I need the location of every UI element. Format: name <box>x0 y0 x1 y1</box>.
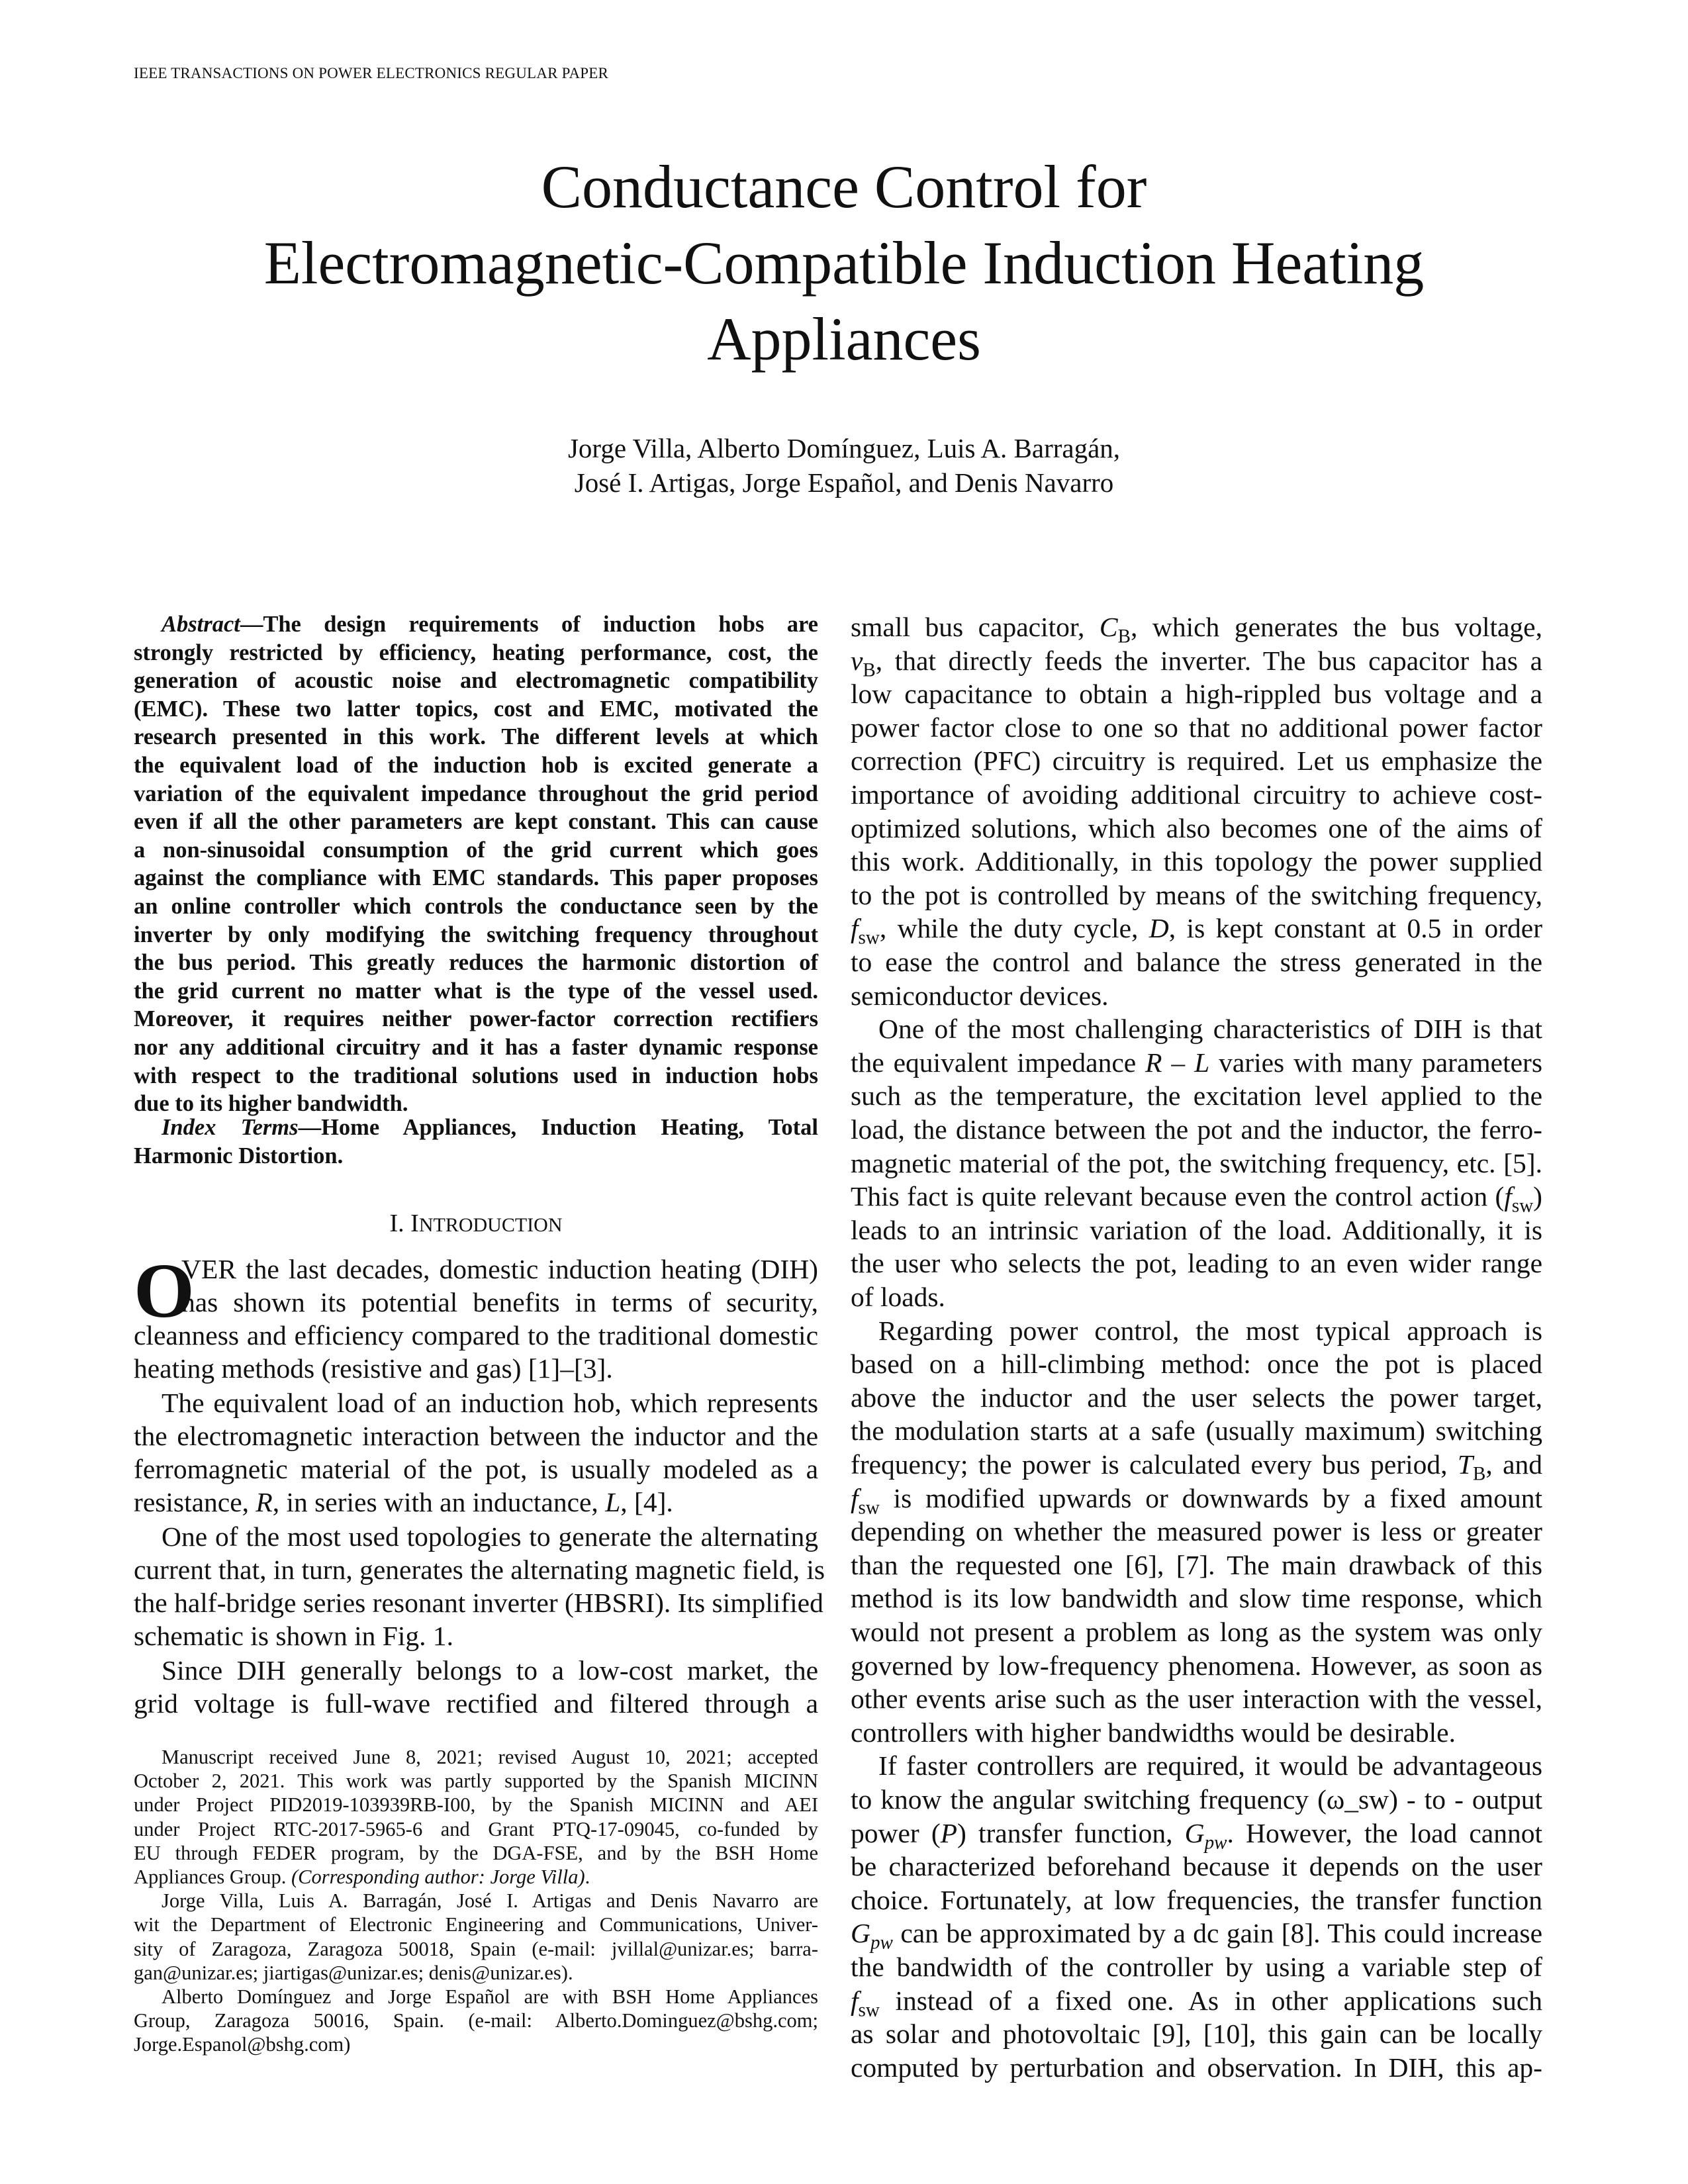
right-column-line: One of the most challenging characteristics of DIH is that <box>878 1014 1542 1045</box>
section-number: I. <box>389 1210 404 1237</box>
intro-line: ferromagnetic material of the pot, is usually modeled as a <box>134 1454 818 1484</box>
right-column-line: the modulation starts at a safe (usually maximum) switching <box>851 1415 1542 1447</box>
footnote-line: Jorge.Espanol@bshg.com) <box>134 2033 351 2056</box>
corresponding-author: (Corresponding author: Jorge Villa) <box>291 1866 585 1888</box>
right-column-line: to the pot is controlled by means of the switching frequency, <box>851 879 1542 910</box>
author-line: José I. Artigas, Jorge Español, and Denis Navarro <box>574 467 1114 498</box>
abstract-line: even if all the other parameters are kept constant. This can cause <box>134 809 818 835</box>
intro-line: Since DIH generally belongs to a low-cost market, the <box>162 1655 818 1685</box>
intro-line: VER the last decades, domestic induction heating (DIH) <box>181 1254 818 1284</box>
right-column-line: choice. Fortunately, at low frequencies, the transfer function <box>851 1884 1542 1915</box>
right-column-line: method is its low bandwidth and slow time response, which <box>851 1583 1542 1614</box>
right-column-line: small bus capacitor, $C_B$, which generates the bus voltage, <box>851 612 1542 647</box>
abstract-line: nor any additional circuitry and it has a faster dynamic response <box>134 1035 818 1060</box>
right-column-line: frequency; the power is calculated every bus period, $T_B$, and <box>851 1449 1542 1485</box>
abstract-line: research presented in this work. The different levels at which <box>134 724 818 750</box>
right-column-line: $v_B$, that directly feeds the inverter. The bus capacitor has a <box>851 645 1542 681</box>
right-column-line: power (P) transfer function, $G_{pw}$. However, the load cannot <box>851 1817 1542 1853</box>
footnote-line: Jorge Villa, Luis A. Barragán, José I. Artigas and Denis Navarro are <box>162 1889 818 1913</box>
footnote-line: gan@unizar.es; jiartigas@unizar.es; denis@unizar.es). <box>134 1961 573 1984</box>
right-column-line: such as the temperature, the excitation level applied to the <box>851 1080 1542 1112</box>
footnote-line: wit the Department of Electronic Engineering and Communications, Univer- <box>134 1913 818 1936</box>
right-column-line: Regarding power control, the most typical approach is <box>878 1315 1542 1346</box>
right-column-line: power factor close to one so that no additional power factor <box>851 712 1542 743</box>
right-column-line: above the inductor and the user selects the power target, <box>851 1382 1542 1413</box>
right-column-line: the bandwidth of the controller by using a variable step of <box>851 1952 1542 1982</box>
abstract-label: Abstract <box>162 612 240 637</box>
right-column-line: leads to an intrinsic variation of the load. Additionally, it is <box>851 1214 1542 1245</box>
intro-line: current that, in turn, generates the alternating magnetic field, is <box>134 1554 825 1585</box>
title-line: Electromagnetic-Compatible Induction Heating <box>263 229 1425 297</box>
intro-line: the electromagnetic interaction between the inductor and the <box>134 1421 818 1451</box>
abstract-line: inverter by only modifying the switching frequency throughout <box>134 922 818 947</box>
right-column-line: to ease the control and balance the stress generated in the <box>851 947 1542 977</box>
abstract-line: variation of the equivalent impedance throughout the grid period <box>134 781 818 806</box>
footnote-line: under Project RTC-2017-5965-6 and Grant PTQ-17-09045, co-funded by <box>134 1817 818 1840</box>
right-column-line: to know the angular switching frequency (ω_sw) - to - output <box>851 1784 1542 1815</box>
abstract-line: an online controller which controls the conductance seen by the <box>134 894 818 919</box>
section-title: INTRODUCTION <box>410 1210 563 1237</box>
right-column-line: low capacitance to obtain a high-rippled bus voltage and a <box>851 679 1542 710</box>
right-column-line: importance of avoiding additional circuitry to achieve cost- <box>851 779 1542 810</box>
right-column-line: other events arise such as the user interaction with the vessel, <box>851 1684 1542 1715</box>
abstract-line: the equivalent load of the induction hob is excited generate a <box>134 753 818 778</box>
right-column-line: This fact is quite relevant because even the control action $(f_{sw})$ <box>851 1181 1542 1217</box>
intro-line: grid voltage is full-wave rectified and filtered through a <box>134 1688 818 1719</box>
intro-line: The equivalent load of an induction hob, which represents <box>162 1388 818 1418</box>
right-column-line: $f_{sw}$ instead of a fixed one. As in other applications such <box>851 1985 1542 2020</box>
abstract-line: against the compliance with EMC standards. This paper proposes <box>134 865 818 891</box>
abstract-line: generation of acoustic noise and electromagnetic compatibility <box>134 668 818 694</box>
abstract-line: strongly restricted by efficiency, heating performance, cost, the <box>134 640 818 665</box>
intro-line: the half-bridge series resonant inverter (HBSRI). Its simplified <box>134 1588 823 1618</box>
title-line: Conductance Control for <box>541 153 1147 220</box>
right-column-line: be characterized beforehand because it depends on the user <box>851 1851 1542 1882</box>
footnote-line: EU through FEDER program, by the DGA-FSE, and by the BSH Home <box>134 1841 818 1864</box>
right-column-line: depending on whether the measured power is less or greater <box>851 1516 1542 1547</box>
intro-line: One of the most used topologies to generate the alternating <box>162 1521 818 1552</box>
right-column-line: $G_{pw}$ can be approximated by a dc gain [8]. This could increase <box>851 1918 1542 1954</box>
right-column-line: If faster controllers are required, it would be advantageous <box>878 1750 1542 1781</box>
right-column-line: computed by perturbation and observation. In DIH, this ap- <box>851 2052 1542 2083</box>
abstract-line: due to its higher bandwidth. <box>134 1091 408 1117</box>
right-column-line: $f_{sw}$, while the duty cycle, D, is kept constant at 0.5 in order <box>851 913 1543 949</box>
index-terms-label: Index Terms <box>162 1115 299 1140</box>
right-column-line: the equivalent impedance R – L varies with many parameters <box>851 1047 1542 1078</box>
footnote-line: Alberto Domínguez and Jorge Español are with BSH Home Appliances <box>162 1985 818 2008</box>
intro-line: has shown its potential benefits in terms of security, <box>181 1287 818 1317</box>
footnote-line: sity of Zaragoza, Zaragoza 50018, Spain (e-mail: jvillal@unizar.es; barra- <box>134 1937 818 1960</box>
right-column-line: optimized solutions, which also becomes one of the aims of <box>851 812 1542 843</box>
right-column-line: governed by low-frequency phenomena. However, as soon as <box>851 1650 1542 1681</box>
footnote-line: under Project PID2019-103939RB-I00, by the Spanish MICINN and AEI <box>134 1793 818 1817</box>
intro-line: cleanness and efficiency compared to the traditional domestic <box>134 1320 818 1351</box>
right-column-line: based on a hill-climbing method: once the pot is placed <box>851 1349 1542 1380</box>
right-column-line: correction (PFC) circuitry is required. Let us emphasize the <box>851 745 1542 777</box>
abstract-line: Moreover, it requires neither power-factor correction rectifiers <box>134 1006 818 1032</box>
title-line: Appliances <box>707 305 981 373</box>
footnote-line: Manuscript received June 8, 2021; revised August 10, 2021; accepted <box>162 1746 818 1768</box>
intro-line: schematic is shown in Fig. 1. <box>134 1621 453 1651</box>
right-column-line: controllers with higher bandwidths would be desirable. <box>851 1717 1456 1748</box>
abstract-line: (EMC). These two latter topics, cost and EMC, motivated the <box>134 696 818 722</box>
right-column-line: semiconductor devices. <box>851 980 1109 1011</box>
right-column-line: magnetic material of the pot, the switching frequency, etc. [5]. <box>851 1147 1542 1178</box>
right-column-line: load, the distance between the pot and the inductor, the ferro- <box>851 1114 1542 1145</box>
right-column-line: the user who selects the pot, leading to an even wider range <box>851 1248 1542 1279</box>
footnote-line: Group, Zaragoza 50016, Spain. (e-mail: Alberto.Dominguez@bshg.com; <box>134 2009 818 2032</box>
abstract-line: a non-sinusoidal consumption of the grid current which goes <box>134 837 818 863</box>
abstract-line: with respect to the traditional solutions used in induction hobs <box>134 1063 818 1088</box>
intro-line: resistance, R, in series with an inductance, L, [4]. <box>134 1487 673 1517</box>
right-column-line: $f_{sw}$ is modified upwards or downwards by a fixed amount <box>851 1482 1542 1518</box>
author-line: Jorge Villa, Alberto Domínguez, Luis A. Barragán, <box>567 433 1121 463</box>
right-column-line: this work. Additionally, in this topology the power supplied <box>851 846 1542 877</box>
right-column-line: would not present a problem as long as the system was only <box>851 1617 1542 1647</box>
section-heading-introduction <box>134 1209 818 1238</box>
abstract-line: the grid current no matter what is the type of the vessel used. <box>134 978 818 1004</box>
footnote-line: Appliances Group. (Corresponding author: Jorge Villa). <box>134 1866 590 1888</box>
right-column-line: as solar and photovoltaic [9], [10], this gain can be locally <box>851 2018 1542 2050</box>
drop-cap: O <box>134 1247 195 1334</box>
abstract-line: Abstract—The design requirements of induction hobs are <box>162 612 818 637</box>
footnote-line: October 2, 2021. This work was partly supported by the Spanish MICINN <box>134 1770 818 1793</box>
index-terms-line: Index Terms—Home Appliances, Induction Heating, Total <box>162 1115 818 1140</box>
intro-line: heating methods (resistive and gas) [1]–[3]. <box>134 1353 613 1384</box>
running-head: IEEE TRANSACTIONS ON POWER ELECTRONICS REGULAR PAPER <box>134 65 609 81</box>
right-column-line: than the requested one [6], [7]. The main drawback of this <box>851 1549 1542 1580</box>
right-column-line: of loads. <box>851 1282 945 1312</box>
index-terms-line: Harmonic Distortion. <box>134 1143 344 1168</box>
abstract-line: the bus period. This greatly reduces the harmonic distortion of <box>134 950 818 976</box>
